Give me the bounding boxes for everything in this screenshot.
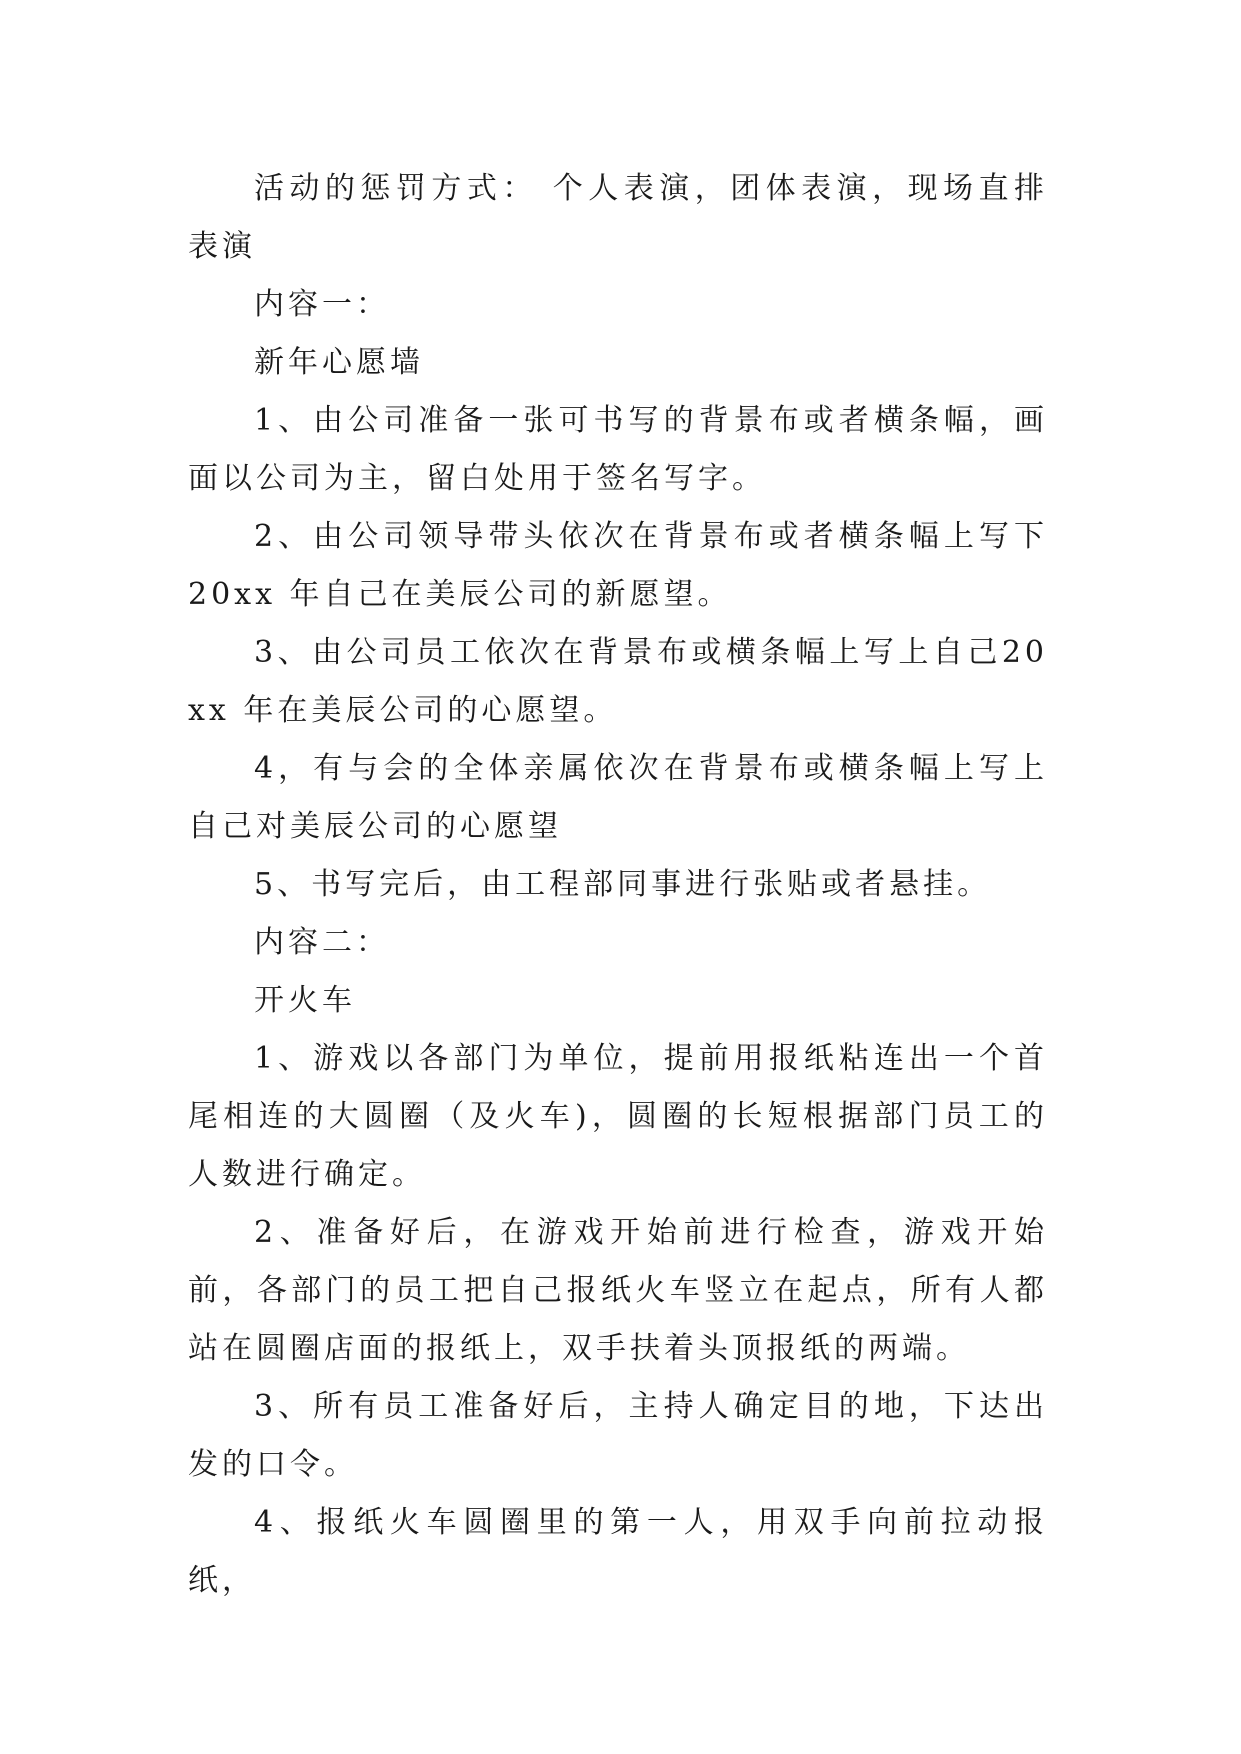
paragraph-wish-wall-step-4: 4，有与会的全体亲属依次在背景布或横条幅上写上自己对美辰公司的心愿望 bbox=[188, 751, 1048, 844]
paragraph-section-one-heading: 内容一： bbox=[254, 287, 390, 322]
paragraph-wish-wall-step-1: 1、由公司准备一张可书写的背景布或者横条幅，画面以公司为主，留白处用于签名写字。 bbox=[188, 403, 1048, 496]
paragraph-wish-wall-title: 新年心愿墙 bbox=[254, 345, 424, 380]
paragraph-train-game-step-4: 4、报纸火车圆圈里的第一人，用双手向前拉动报纸， bbox=[188, 1505, 1048, 1598]
paragraph-wish-wall-step-5: 5、书写完后，由工程部同事进行张贴或者悬挂。 bbox=[254, 867, 992, 902]
paragraph-train-game-step-1: 1、游戏以各部门为单位，提前用报纸粘连出一个首尾相连的大圆圈（及火车)，圆圈的长短根据部门员工的人数进行确定。 bbox=[188, 1041, 1048, 1192]
paragraph-wish-wall-step-2: 2、由公司领导带头依次在背景布或者横条幅上写下20xx 年自己在美辰公司的新愿望。 bbox=[188, 519, 1048, 612]
paragraph-train-game-title: 开火车 bbox=[254, 983, 356, 1018]
paragraph-penalty-methods: 活动的惩罚方式： 个人表演，团体表演，现场直排表演 bbox=[188, 171, 1048, 264]
paragraph-train-game-step-3: 3、所有员工准备好后，主持人确定目的地，下达出发的口令。 bbox=[188, 1389, 1048, 1482]
document-body bbox=[188, 160, 1048, 1610]
paragraph-wish-wall-step-3: 3、由公司员工依次在背景布或横条幅上写上自己20xx 年在美辰公司的心愿望。 bbox=[188, 635, 1048, 728]
paragraph-train-game-step-2: 2、准备好后，在游戏开始前进行检查，游戏开始前，各部门的员工把自己报纸火车竖立在起点，所有人都站在圆圈店面的报纸上，双手扶着头顶报纸的两端。 bbox=[188, 1215, 1048, 1366]
paragraph-section-two-heading: 内容二： bbox=[254, 925, 390, 960]
